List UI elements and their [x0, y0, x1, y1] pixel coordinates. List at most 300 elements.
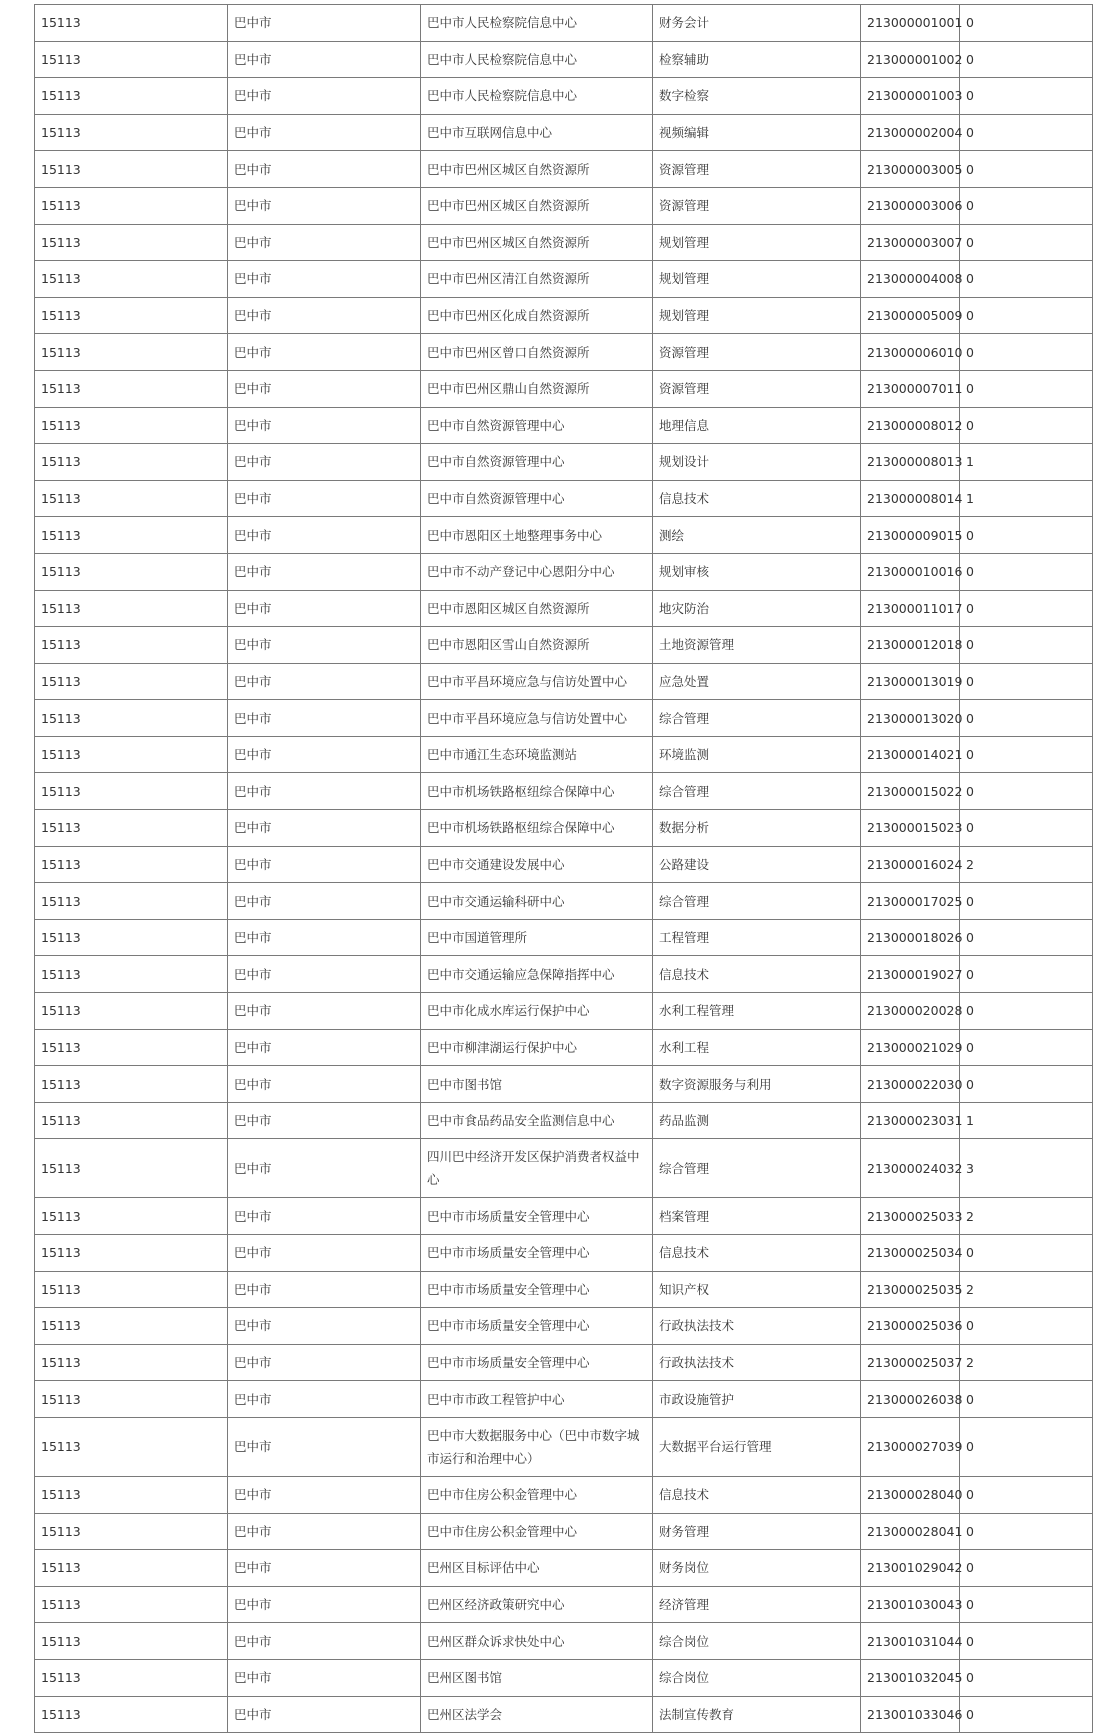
table-row	[35, 1586, 1093, 1623]
table-row	[35, 1476, 1093, 1513]
city-cell: 巴中市	[228, 1271, 421, 1308]
table-row	[35, 261, 1093, 298]
count-cell: 1	[960, 480, 1093, 517]
position-code-cell: 213000015022	[861, 773, 960, 810]
table-row	[35, 5, 1093, 42]
exam-code-cell: 15113	[35, 590, 228, 627]
city-cell: 巴中市	[228, 1476, 421, 1513]
city-cell: 巴中市	[228, 5, 421, 42]
count-cell: 0	[960, 407, 1093, 444]
position-code-cell: 213001031044	[861, 1623, 960, 1660]
table-row	[35, 1198, 1093, 1235]
exam-code-cell: 15113	[35, 407, 228, 444]
organization-cell: 巴中市自然资源管理中心	[421, 444, 653, 481]
city-cell: 巴中市	[228, 480, 421, 517]
position-code-cell: 213000020028	[861, 993, 960, 1030]
count-cell: 0	[960, 736, 1093, 773]
count-cell: 0	[960, 1623, 1093, 1660]
position-code-cell: 213000008013	[861, 444, 960, 481]
position-code-cell: 213001030043	[861, 1586, 960, 1623]
position-code-cell: 213000005009	[861, 297, 960, 334]
organization-cell: 巴中市通江生态环境监测站	[421, 736, 653, 773]
organization-cell: 巴中市市场质量安全管理中心	[421, 1344, 653, 1381]
table-row	[35, 1029, 1093, 1066]
organization-cell: 巴中市巴州区清江自然资源所	[421, 261, 653, 298]
organization-cell: 巴中市恩阳区城区自然资源所	[421, 590, 653, 627]
city-cell: 巴中市	[228, 334, 421, 371]
city-cell: 巴中市	[228, 1029, 421, 1066]
city-cell: 巴中市	[228, 1696, 421, 1733]
position-cell: 综合管理	[653, 1139, 861, 1198]
organization-cell: 巴中市国道管理所	[421, 919, 653, 956]
city-cell: 巴中市	[228, 1198, 421, 1235]
position-code-cell: 213000017025	[861, 883, 960, 920]
city-cell: 巴中市	[228, 1308, 421, 1345]
table-row	[35, 334, 1093, 371]
count-cell: 0	[960, 1066, 1093, 1103]
position-cell: 知识产权	[653, 1271, 861, 1308]
organization-cell: 巴中市不动产登记中心恩阳分中心	[421, 553, 653, 590]
position-cell: 地理信息	[653, 407, 861, 444]
position-cell: 数字检察	[653, 78, 861, 115]
position-cell: 综合管理	[653, 883, 861, 920]
count-cell: 0	[960, 224, 1093, 261]
count-cell: 0	[960, 627, 1093, 664]
table-row	[35, 736, 1093, 773]
organization-cell: 巴中市人民检察院信息中心	[421, 5, 653, 42]
position-cell: 经济管理	[653, 1586, 861, 1623]
table-row	[35, 663, 1093, 700]
city-cell: 巴中市	[228, 297, 421, 334]
exam-code-cell: 15113	[35, 517, 228, 554]
city-cell: 巴中市	[228, 41, 421, 78]
city-cell: 巴中市	[228, 627, 421, 664]
position-code-cell: 213000003006	[861, 187, 960, 224]
count-cell: 0	[960, 187, 1093, 224]
city-cell: 巴中市	[228, 224, 421, 261]
position-code-cell: 213000001001	[861, 5, 960, 42]
organization-cell: 巴中市交通运输科研中心	[421, 883, 653, 920]
position-cell: 工程管理	[653, 919, 861, 956]
position-code-cell: 213000026038	[861, 1381, 960, 1418]
exam-code-cell: 15113	[35, 1066, 228, 1103]
position-code-cell: 213000019027	[861, 956, 960, 993]
table-row	[35, 846, 1093, 883]
count-cell: 0	[960, 261, 1093, 298]
position-code-cell: 213000021029	[861, 1029, 960, 1066]
organization-cell: 巴中市巴州区城区自然资源所	[421, 151, 653, 188]
table-row	[35, 773, 1093, 810]
table-row	[35, 1102, 1093, 1139]
table-row	[35, 590, 1093, 627]
organization-cell: 巴州区群众诉求快处中心	[421, 1623, 653, 1660]
exam-code-cell: 15113	[35, 883, 228, 920]
table-row	[35, 1235, 1093, 1272]
city-cell: 巴中市	[228, 993, 421, 1030]
organization-cell: 巴州区图书馆	[421, 1659, 653, 1696]
position-code-cell: 213000025036	[861, 1308, 960, 1345]
position-code-cell: 213000028041	[861, 1513, 960, 1550]
count-cell: 0	[960, 663, 1093, 700]
position-cell: 综合岗位	[653, 1659, 861, 1696]
organization-cell: 巴中市巴州区化成自然资源所	[421, 297, 653, 334]
table-row	[35, 370, 1093, 407]
position-cell: 公路建设	[653, 846, 861, 883]
position-cell: 检察辅助	[653, 41, 861, 78]
count-cell: 0	[960, 1659, 1093, 1696]
position-cell: 信息技术	[653, 956, 861, 993]
position-cell: 财务岗位	[653, 1550, 861, 1587]
count-cell: 0	[960, 810, 1093, 847]
position-code-cell: 213000028040	[861, 1476, 960, 1513]
organization-cell: 巴中市交通运输应急保障指挥中心	[421, 956, 653, 993]
count-cell: 2	[960, 846, 1093, 883]
table-row	[35, 627, 1093, 664]
city-cell: 巴中市	[228, 261, 421, 298]
position-cell: 行政执法技术	[653, 1344, 861, 1381]
organization-cell: 巴中市市场质量安全管理中心	[421, 1308, 653, 1345]
count-cell: 0	[960, 1308, 1093, 1345]
table-row	[35, 114, 1093, 151]
city-cell: 巴中市	[228, 370, 421, 407]
count-cell: 0	[960, 41, 1093, 78]
table-row	[35, 1696, 1093, 1733]
count-cell: 0	[960, 1381, 1093, 1418]
exam-code-cell: 15113	[35, 1344, 228, 1381]
exam-code-cell: 15113	[35, 1102, 228, 1139]
exam-code-cell: 15113	[35, 187, 228, 224]
exam-code-cell: 15113	[35, 370, 228, 407]
position-code-cell: 213000003007	[861, 224, 960, 261]
organization-cell: 巴中市大数据服务中心（巴中市数字城市运行和治理中心）	[421, 1417, 653, 1476]
exam-code-cell: 15113	[35, 297, 228, 334]
position-code-cell: 213000011017	[861, 590, 960, 627]
position-code-cell: 213000025035	[861, 1271, 960, 1308]
exam-code-cell: 15113	[35, 1235, 228, 1272]
city-cell: 巴中市	[228, 1066, 421, 1103]
organization-cell: 巴中市机场铁路枢纽综合保障中心	[421, 773, 653, 810]
table-row	[35, 700, 1093, 737]
city-cell: 巴中市	[228, 1102, 421, 1139]
position-cell: 地灾防治	[653, 590, 861, 627]
position-cell: 环境监测	[653, 736, 861, 773]
position-cell: 水利工程管理	[653, 993, 861, 1030]
exam-code-cell: 15113	[35, 773, 228, 810]
city-cell: 巴中市	[228, 553, 421, 590]
table-row	[35, 553, 1093, 590]
city-cell: 巴中市	[228, 78, 421, 115]
position-code-cell: 213000024032	[861, 1139, 960, 1198]
exam-code-cell: 15113	[35, 334, 228, 371]
position-cell: 综合管理	[653, 700, 861, 737]
position-cell: 应急处置	[653, 663, 861, 700]
organization-cell: 巴中市图书馆	[421, 1066, 653, 1103]
exam-code-cell: 15113	[35, 1586, 228, 1623]
position-code-cell: 213000015023	[861, 810, 960, 847]
position-cell: 市政设施管护	[653, 1381, 861, 1418]
position-code-cell: 213000003005	[861, 151, 960, 188]
city-cell: 巴中市	[228, 1623, 421, 1660]
position-code-cell: 213000002004	[861, 114, 960, 151]
city-cell: 巴中市	[228, 846, 421, 883]
table-row	[35, 919, 1093, 956]
organization-cell: 巴州区目标评估中心	[421, 1550, 653, 1587]
organization-cell: 巴中市柳津湖运行保护中心	[421, 1029, 653, 1066]
organization-cell: 巴中市平昌环境应急与信访处置中心	[421, 700, 653, 737]
count-cell: 0	[960, 1696, 1093, 1733]
position-cell: 信息技术	[653, 1235, 861, 1272]
position-cell: 行政执法技术	[653, 1308, 861, 1345]
organization-cell: 巴中市巴州区鼎山自然资源所	[421, 370, 653, 407]
city-cell: 巴中市	[228, 736, 421, 773]
city-cell: 巴中市	[228, 919, 421, 956]
city-cell: 巴中市	[228, 773, 421, 810]
table-row	[35, 1271, 1093, 1308]
count-cell: 0	[960, 590, 1093, 627]
position-cell: 信息技术	[653, 480, 861, 517]
position-code-cell: 213000004008	[861, 261, 960, 298]
organization-cell: 巴中市自然资源管理中心	[421, 480, 653, 517]
exam-code-cell: 15113	[35, 1696, 228, 1733]
count-cell: 0	[960, 1513, 1093, 1550]
organization-cell: 巴中市市场质量安全管理中心	[421, 1235, 653, 1272]
exam-code-cell: 15113	[35, 1550, 228, 1587]
exam-code-cell: 15113	[35, 1139, 228, 1198]
position-code-cell: 213001029042	[861, 1550, 960, 1587]
table-row	[35, 517, 1093, 554]
exam-code-cell: 15113	[35, 78, 228, 115]
exam-code-cell: 15113	[35, 1381, 228, 1418]
count-cell: 0	[960, 370, 1093, 407]
exam-code-cell: 15113	[35, 1198, 228, 1235]
position-code-cell: 213000006010	[861, 334, 960, 371]
organization-cell: 巴中市住房公积金管理中心	[421, 1513, 653, 1550]
count-cell: 0	[960, 956, 1093, 993]
organization-cell: 巴中市交通建设发展中心	[421, 846, 653, 883]
organization-cell: 巴中市化成水库运行保护中心	[421, 993, 653, 1030]
organization-cell: 巴中市市场质量安全管理中心	[421, 1271, 653, 1308]
position-code-cell: 213000001002	[861, 41, 960, 78]
position-cell: 规划管理	[653, 261, 861, 298]
exam-code-cell: 15113	[35, 261, 228, 298]
count-cell: 0	[960, 1586, 1093, 1623]
position-code-cell: 213000010016	[861, 553, 960, 590]
exam-code-cell: 15113	[35, 41, 228, 78]
count-cell: 0	[960, 700, 1093, 737]
table-row	[35, 1308, 1093, 1345]
organization-cell: 巴中市巴州区曾口自然资源所	[421, 334, 653, 371]
position-cell: 土地资源管理	[653, 627, 861, 664]
table-row	[35, 1344, 1093, 1381]
city-cell: 巴中市	[228, 187, 421, 224]
position-cell: 数据分析	[653, 810, 861, 847]
table-row	[35, 993, 1093, 1030]
position-code-cell: 213000008012	[861, 407, 960, 444]
exam-code-cell: 15113	[35, 1623, 228, 1660]
city-cell: 巴中市	[228, 1417, 421, 1476]
table-row	[35, 810, 1093, 847]
exam-code-cell: 15113	[35, 444, 228, 481]
exam-code-cell: 15113	[35, 993, 228, 1030]
city-cell: 巴中市	[228, 407, 421, 444]
exam-code-cell: 15113	[35, 5, 228, 42]
count-cell: 0	[960, 334, 1093, 371]
exam-code-cell: 15113	[35, 224, 228, 261]
position-cell: 规划管理	[653, 224, 861, 261]
city-cell: 巴中市	[228, 151, 421, 188]
count-cell: 2	[960, 1271, 1093, 1308]
exam-code-cell: 15113	[35, 151, 228, 188]
position-code-cell: 213000008014	[861, 480, 960, 517]
count-cell: 0	[960, 773, 1093, 810]
count-cell: 1	[960, 444, 1093, 481]
position-cell: 数字资源服务与利用	[653, 1066, 861, 1103]
exam-code-cell: 15113	[35, 956, 228, 993]
count-cell: 0	[960, 919, 1093, 956]
exam-code-cell: 15113	[35, 700, 228, 737]
organization-cell: 巴中市市场质量安全管理中心	[421, 1198, 653, 1235]
table-row	[35, 78, 1093, 115]
exam-code-cell: 15113	[35, 1659, 228, 1696]
count-cell: 0	[960, 151, 1093, 188]
position-code-cell: 213000007011	[861, 370, 960, 407]
table-row	[35, 1623, 1093, 1660]
position-code-cell: 213000014021	[861, 736, 960, 773]
table-row	[35, 1550, 1093, 1587]
position-code-cell: 213000022030	[861, 1066, 960, 1103]
city-cell: 巴中市	[228, 590, 421, 627]
organization-cell: 巴中市人民检察院信息中心	[421, 78, 653, 115]
city-cell: 巴中市	[228, 663, 421, 700]
city-cell: 巴中市	[228, 810, 421, 847]
position-cell: 法制宣传教育	[653, 1696, 861, 1733]
position-cell: 档案管理	[653, 1198, 861, 1235]
city-cell: 巴中市	[228, 883, 421, 920]
count-cell: 2	[960, 1344, 1093, 1381]
count-cell: 0	[960, 993, 1093, 1030]
count-cell: 0	[960, 553, 1093, 590]
position-code-cell: 213000013019	[861, 663, 960, 700]
exam-code-cell: 15113	[35, 736, 228, 773]
position-code-cell: 213000001003	[861, 78, 960, 115]
table-body	[35, 5, 1093, 1733]
city-cell: 巴中市	[228, 1513, 421, 1550]
position-cell: 资源管理	[653, 334, 861, 371]
exam-code-cell: 15113	[35, 1417, 228, 1476]
organization-cell: 巴中市市政工程管护中心	[421, 1381, 653, 1418]
exam-code-cell: 15113	[35, 627, 228, 664]
position-cell: 视频编辑	[653, 114, 861, 151]
city-cell: 巴中市	[228, 1344, 421, 1381]
exam-code-cell: 15113	[35, 480, 228, 517]
organization-cell: 巴中市人民检察院信息中心	[421, 41, 653, 78]
count-cell: 0	[960, 883, 1093, 920]
exam-code-cell: 15113	[35, 919, 228, 956]
count-cell: 0	[960, 1029, 1093, 1066]
table-row	[35, 224, 1093, 261]
positions-table	[34, 4, 1093, 1733]
organization-cell: 巴州区经济政策研究中心	[421, 1586, 653, 1623]
table-row	[35, 1659, 1093, 1696]
position-cell: 资源管理	[653, 187, 861, 224]
position-code-cell: 213000025037	[861, 1344, 960, 1381]
position-cell: 资源管理	[653, 370, 861, 407]
position-cell: 规划管理	[653, 297, 861, 334]
exam-code-cell: 15113	[35, 663, 228, 700]
position-cell: 综合管理	[653, 773, 861, 810]
exam-code-cell: 15113	[35, 1513, 228, 1550]
position-code-cell: 213000009015	[861, 517, 960, 554]
count-cell: 2	[960, 1198, 1093, 1235]
count-cell: 1	[960, 1102, 1093, 1139]
exam-code-cell: 15113	[35, 1308, 228, 1345]
city-cell: 巴中市	[228, 956, 421, 993]
table-row	[35, 41, 1093, 78]
organization-cell: 巴中市恩阳区雪山自然资源所	[421, 627, 653, 664]
position-code-cell: 213000013020	[861, 700, 960, 737]
position-code-cell: 213000023031	[861, 1102, 960, 1139]
position-code-cell: 213000018026	[861, 919, 960, 956]
city-cell: 巴中市	[228, 1586, 421, 1623]
count-cell: 0	[960, 5, 1093, 42]
city-cell: 巴中市	[228, 700, 421, 737]
exam-code-cell: 15113	[35, 810, 228, 847]
position-code-cell: 213000025034	[861, 1235, 960, 1272]
count-cell: 0	[960, 1235, 1093, 1272]
table-row	[35, 1417, 1093, 1476]
city-cell: 巴中市	[228, 1139, 421, 1198]
exam-code-cell: 15113	[35, 1271, 228, 1308]
exam-code-cell: 15113	[35, 1476, 228, 1513]
organization-cell: 四川巴中经济开发区保护消费者权益中心	[421, 1139, 653, 1198]
count-cell: 0	[960, 297, 1093, 334]
position-cell: 综合岗位	[653, 1623, 861, 1660]
organization-cell: 巴中市互联网信息中心	[421, 114, 653, 151]
table-row	[35, 297, 1093, 334]
count-cell: 3	[960, 1139, 1093, 1198]
table-row	[35, 1381, 1093, 1418]
table-row	[35, 1066, 1093, 1103]
organization-cell: 巴中市巴州区城区自然资源所	[421, 224, 653, 261]
city-cell: 巴中市	[228, 1235, 421, 1272]
count-cell: 0	[960, 1476, 1093, 1513]
position-cell: 财务会计	[653, 5, 861, 42]
exam-code-cell: 15113	[35, 846, 228, 883]
city-cell: 巴中市	[228, 444, 421, 481]
position-cell: 水利工程	[653, 1029, 861, 1066]
position-cell: 测绘	[653, 517, 861, 554]
exam-code-cell: 15113	[35, 114, 228, 151]
organization-cell: 巴中市自然资源管理中心	[421, 407, 653, 444]
table-row	[35, 407, 1093, 444]
city-cell: 巴中市	[228, 114, 421, 151]
organization-cell: 巴中市恩阳区土地整理事务中心	[421, 517, 653, 554]
position-code-cell: 213001033046	[861, 1696, 960, 1733]
organization-cell: 巴州区法学会	[421, 1696, 653, 1733]
position-code-cell: 213000012018	[861, 627, 960, 664]
table-row	[35, 1139, 1093, 1198]
position-code-cell: 213000027039	[861, 1417, 960, 1476]
count-cell: 0	[960, 1550, 1093, 1587]
count-cell: 0	[960, 114, 1093, 151]
table-row	[35, 444, 1093, 481]
organization-cell: 巴中市平昌环境应急与信访处置中心	[421, 663, 653, 700]
position-cell: 财务管理	[653, 1513, 861, 1550]
city-cell: 巴中市	[228, 517, 421, 554]
count-cell: 0	[960, 1417, 1093, 1476]
table-row	[35, 1513, 1093, 1550]
city-cell: 巴中市	[228, 1550, 421, 1587]
